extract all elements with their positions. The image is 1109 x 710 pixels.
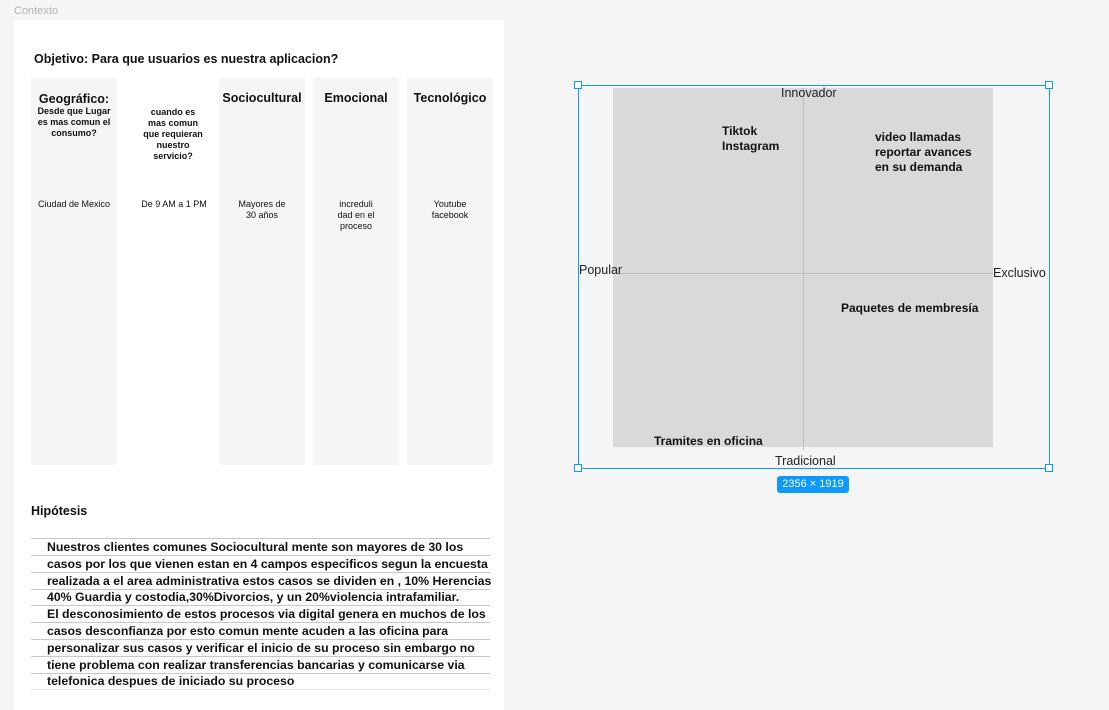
resize-handle[interactable] [1045, 464, 1053, 472]
selection-box[interactable] [578, 85, 1050, 469]
column-value: increduli dad en el proceso [337, 199, 375, 231]
column-title: Sociocultural [222, 91, 302, 105]
column-geografico [31, 78, 117, 465]
column-title: Emocional [324, 91, 388, 105]
matrix-item: Paquetes de membresía [841, 301, 979, 315]
column-title: Geográfico: [38, 92, 110, 106]
matrix-item: Tramites en oficina [654, 434, 763, 448]
column-value: Ciudad de Mexico [37, 199, 111, 209]
resize-handle[interactable] [574, 464, 582, 472]
column-emocional [313, 78, 399, 465]
column-tecnologico [407, 78, 493, 465]
axis-right-label: Exclusivo [993, 266, 1046, 280]
column-sociocultural [219, 78, 305, 465]
axis-bottom-label: Tradicional [775, 454, 836, 468]
column-value: Mayores de 30 años [238, 199, 286, 220]
resize-handle[interactable] [1045, 81, 1053, 89]
column-subtitle: cuando es mas comun que requieran nuestro servicio? [143, 107, 203, 161]
column-tiempo [131, 78, 217, 465]
column-value: Youtube facebook [431, 199, 469, 220]
column-title: Tecnológico [413, 91, 487, 105]
hypothesis-title: Hipótesis [31, 504, 88, 518]
resize-handle[interactable] [574, 81, 582, 89]
frame-label[interactable]: Contexto [14, 5, 59, 17]
objective-title: Objetivo: Para que usuarios es nuestra aplicacion? [34, 52, 339, 66]
axis-left-label: Popular [579, 263, 623, 277]
column-value: De 9 AM a 1 PM [141, 199, 207, 209]
hypothesis-text: Nuestros clientes comunes Sociocultural mente son mayores de 30 los casos por los que vienen estan en 4 campos especificos segun la encuesta realizada a el area administrativa estos casos se dividen en , 10% Herencias 40% Guardia y costodia,30%Divorcios, y un 20%violencia intrafamiliar. El desconosimiento de estos procesos via digital genera en muchos de los casos desconfianza por esto comun mente acuden a las oficina para personalizar sus casos y verificar el inicio de su proceso sin embargo no tiene problema con realizar transferencias bancarias y comunicarse via telefonica despues de iniciado su proceso [47, 540, 492, 689]
matrix-item: video llamadas reportar avances en su demanda [875, 130, 972, 174]
matrix-item: Tiktok Instagram [722, 124, 780, 153]
selection-size-badge: 2356 × 1919 [777, 476, 849, 493]
column-subtitle: Desde que Lugar es mas comun el consumo? [37, 106, 111, 138]
axis-top-label: Innovador [781, 86, 837, 100]
